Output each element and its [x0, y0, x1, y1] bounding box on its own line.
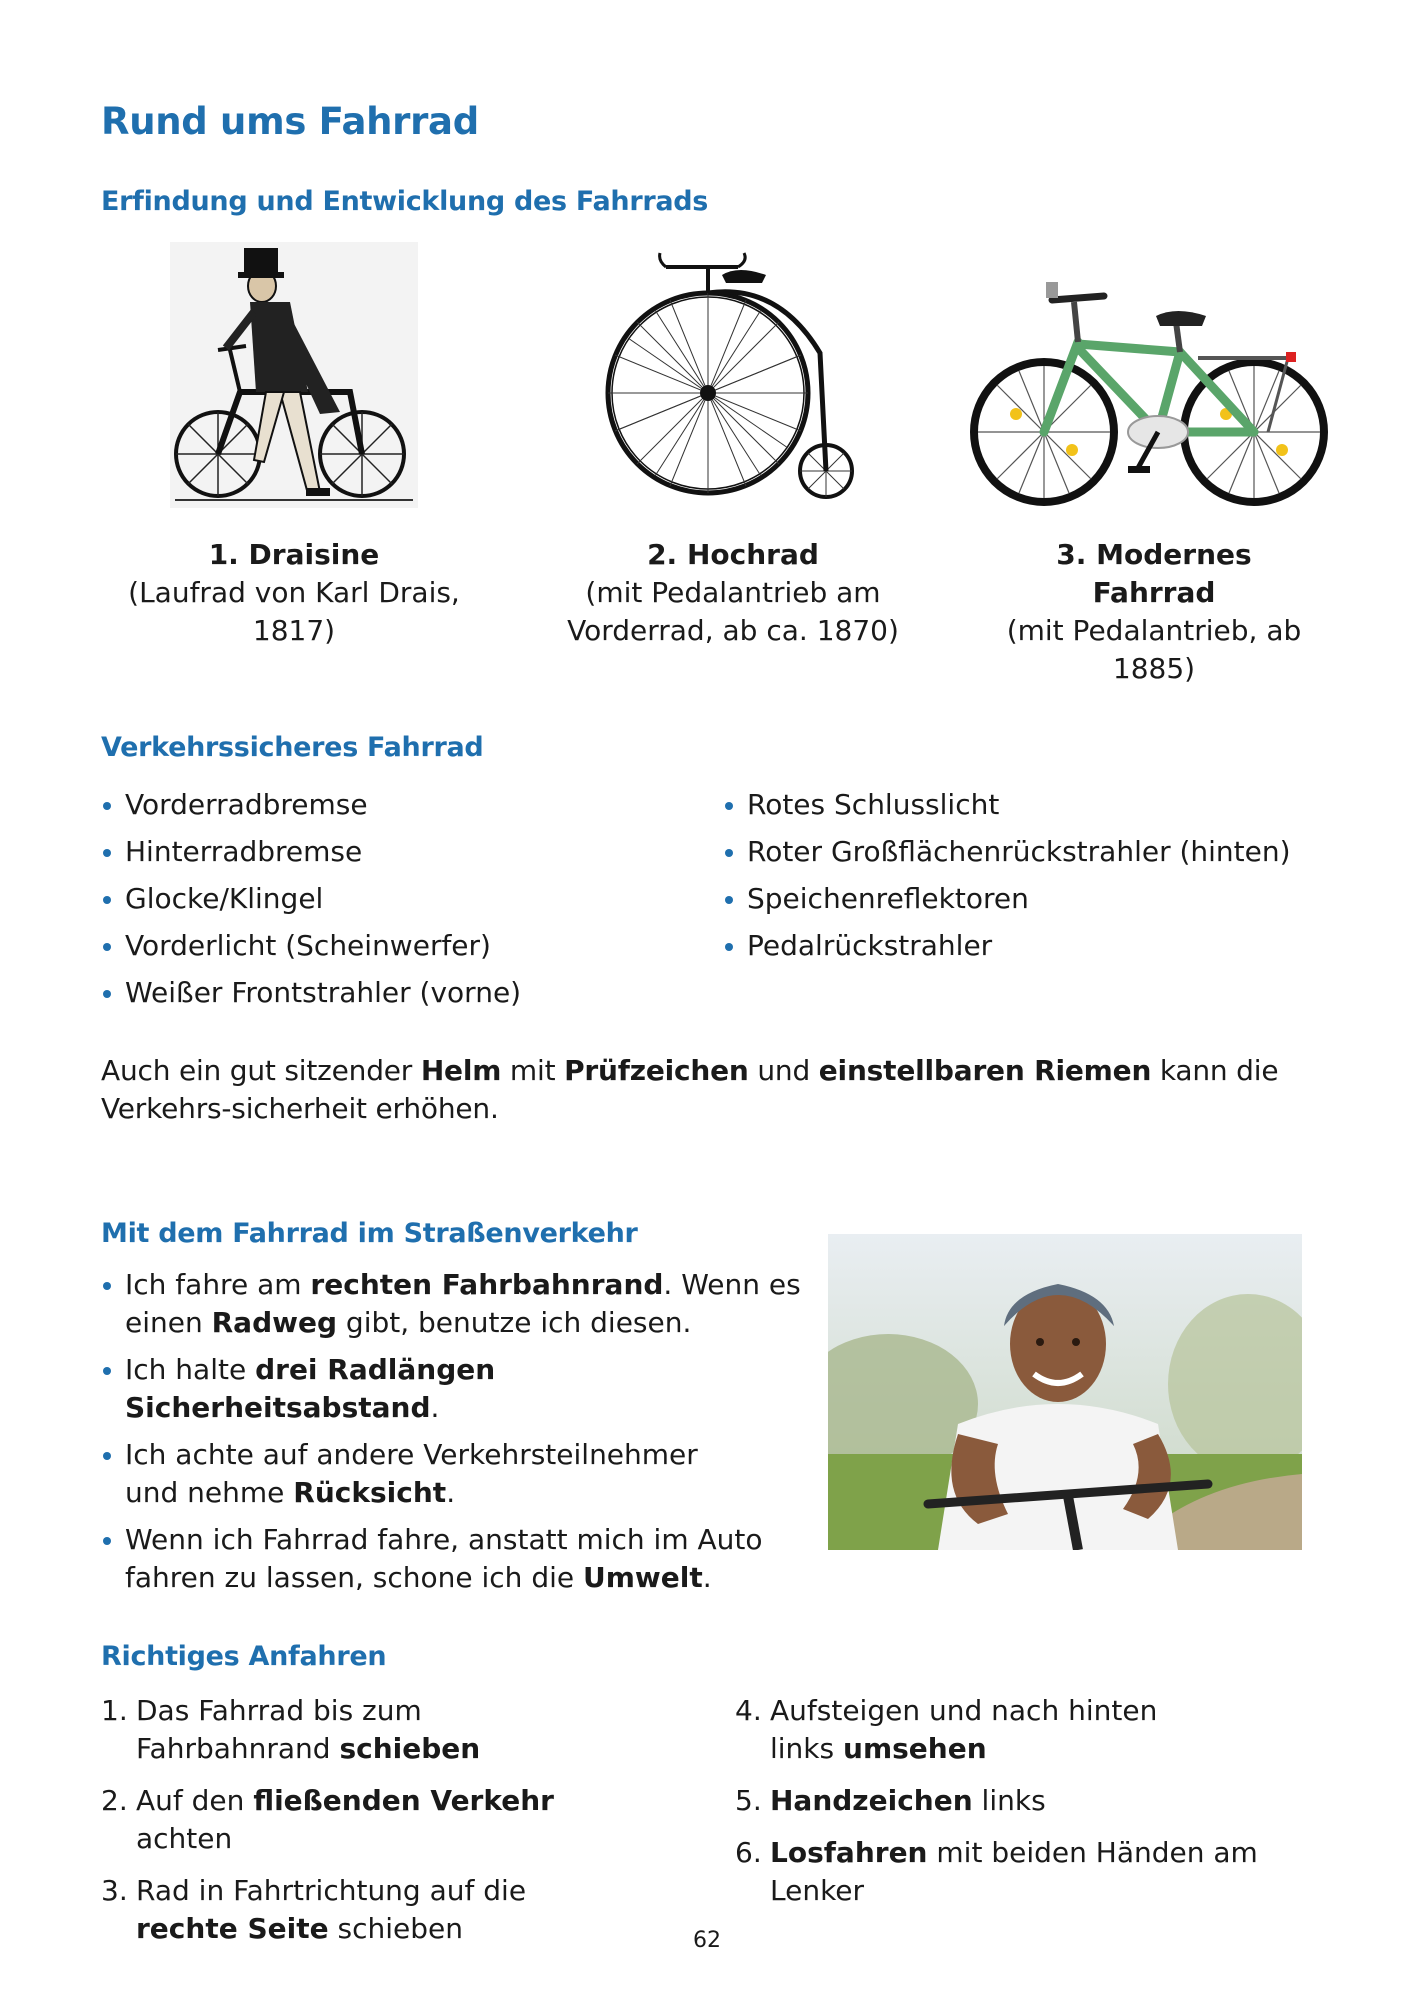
bike-desc-hochrad: (mit Pedalantrieb am Vorderrad, ab ca. 1870) — [567, 576, 899, 647]
list-item: 2. Auf den fließenden Verkehr achten — [101, 1784, 554, 1855]
start-steps-left — [101, 1692, 641, 1962]
bike-caption-draisine — [115, 536, 473, 650]
bike-label-modern: 3. Modernes Fahrrad — [1056, 538, 1252, 609]
modern-bike-illustration — [968, 282, 1330, 508]
section-heading-safe-bike: Verkehrssicheres Fahrrad — [101, 732, 484, 763]
list-item: Rotes Schlusslicht — [723, 786, 1323, 824]
start-steps-right — [735, 1692, 1335, 1924]
list-item: Roter Großflächenrückstrahler (hinten) — [723, 833, 1323, 871]
list-item: Wenn ich Fahrrad fahre, anstatt mich im Auto fahren zu lassen, schone ich die Umwelt. — [101, 1521, 765, 1597]
list-item: Pedalrückstrahler — [723, 927, 1323, 965]
bike-caption-modern — [994, 536, 1314, 688]
bike-label-draisine: 1. Draisine — [208, 538, 380, 571]
list-item: Hinterradbremse — [101, 833, 661, 871]
list-item: 1. Das Fahrrad bis zum Fahrbahnrand schieben — [101, 1694, 481, 1765]
list-item: Ich achte auf andere Verkehrsteilnehmer und nehme Rücksicht. — [101, 1436, 725, 1512]
list-item: Ich fahre am rechten Fahrbahnrand. Wenn es einen Radweg gibt, benutze ich diesen. — [101, 1266, 801, 1342]
helmet-note: Auch ein gut sitzender Helm mit Prüfzeichen und einstellbaren Riemen kann die Verkehrs-sicherheit erhöhen. — [101, 1054, 1279, 1125]
list-item: Speichenreflektoren — [723, 880, 1323, 918]
list-item: 3. Rad in Fahrtrichtung auf die rechte Seite schieben — [101, 1874, 527, 1945]
bike-caption-hochrad — [553, 536, 913, 650]
list-item: Ich halte drei Radlängen Sicherheitsabstand. — [101, 1351, 801, 1427]
list-item: 5. Handzeichen links — [735, 1784, 1046, 1817]
section-heading-start: Richtiges Anfahren — [101, 1641, 387, 1672]
section-heading-invention: Erfindung und Entwicklung des Fahrrads — [101, 186, 709, 217]
safety-list-left — [101, 786, 661, 1021]
high-wheeler-illustration — [598, 243, 868, 508]
boy-with-helmet-photo — [828, 1234, 1302, 1550]
section-heading-traffic: Mit dem Fahrrad im Straßenverkehr — [101, 1218, 638, 1249]
list-item: Glocke/Klingel — [101, 880, 661, 918]
bike-desc-modern: (mit Pedalantrieb, ab 1885) — [1006, 614, 1302, 685]
safety-list-right — [723, 786, 1323, 974]
list-item: 4. Aufsteigen und nach hinten links umsehen — [735, 1694, 1158, 1765]
traffic-rules-list — [101, 1266, 801, 1606]
draisine-illustration — [170, 242, 418, 508]
list-item: Vorderlicht (Scheinwerfer) — [101, 927, 661, 965]
list-item: Weißer Frontstrahler (vorne) — [101, 974, 661, 1012]
page-number: 62 — [693, 1928, 721, 1953]
list-item: 6. Losfahren mit beiden Händen am Lenker — [735, 1836, 1258, 1907]
page-title: Rund ums Fahrrad — [101, 100, 479, 143]
list-item: Vorderradbremse — [101, 786, 661, 824]
bike-desc-draisine: (Laufrad von Karl Drais, 1817) — [128, 576, 460, 647]
bike-label-hochrad: 2. Hochrad — [647, 538, 819, 571]
